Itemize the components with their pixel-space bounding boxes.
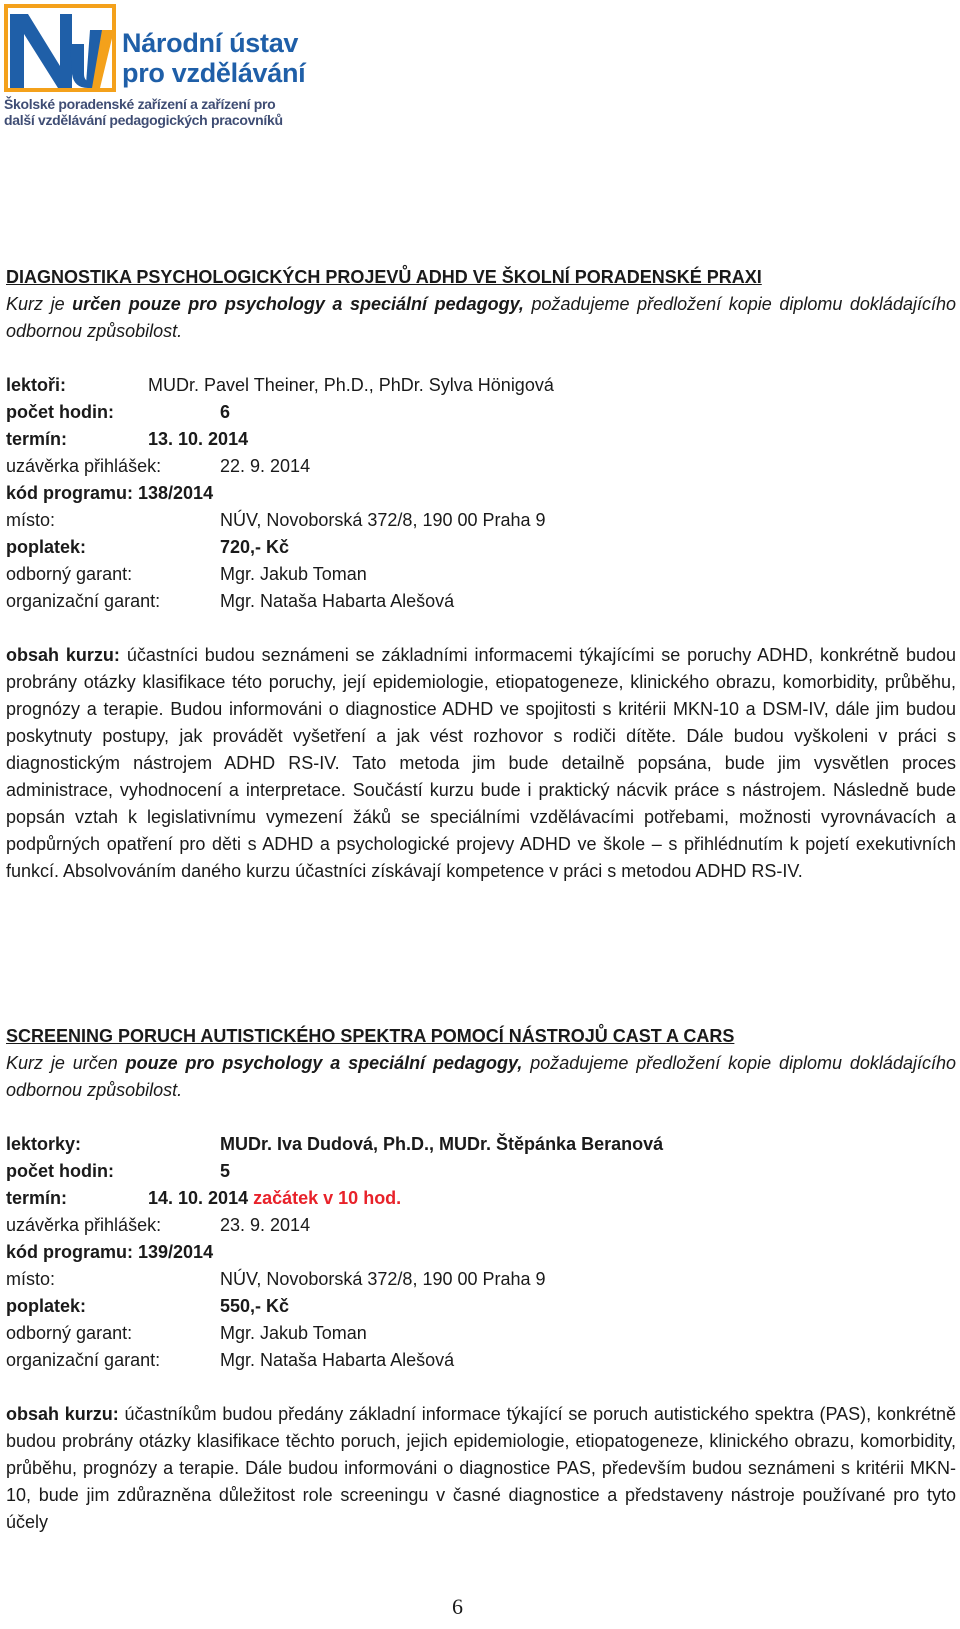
nuv-logo-mark <box>4 4 116 96</box>
code-row: kód programu: 138/2014 <box>6 483 214 503</box>
deadline-row: uzávěrka přihlášek: 23. 9. 2014 <box>6 1215 311 1235</box>
fee-row: poplatek: 720,- Kč <box>6 537 290 557</box>
date-row: termín: 13. 10. 2014 <box>6 429 249 449</box>
deadline-row: uzávěrka přihlášek: 22. 9. 2014 <box>6 456 311 476</box>
course-pas <box>6 1023 956 1536</box>
nuv-logo <box>4 4 306 128</box>
course-note: Kurz je určen pouze pro psychology a speciální pedagogy, požadujeme předložení kopie diplomu dokládajícího odbornou způsobilost. <box>6 1053 956 1100</box>
page-number: 6 <box>452 1594 463 1619</box>
logo-subtitle: Školské poradenské zařízení a zařízení pro další vzdělávání pedagogických pracovníků <box>4 96 283 128</box>
hours-row: počet hodin: 6 <box>6 402 231 422</box>
fee-row: poplatek: 550,- Kč <box>6 1296 290 1316</box>
org-guarantor-row: organizační garant: Mgr. Nataša Habarta Alešová <box>6 591 455 611</box>
course-adhd <box>6 264 956 885</box>
pro-guarantor-row: odborný garant: Mgr. Jakub Toman <box>6 564 367 584</box>
course-title: DIAGNOSTIKA PSYCHOLOGICKÝCH PROJEVŮ ADHD VE ŠKOLNÍ PORADENSKÉ PRAXI <box>6 267 762 287</box>
course-content: obsah kurzu: účastníci budou seznámeni se základními informacemi týkajícími se poruchy ADHD, konkrétně budou probrány otázky klasifikace této poruchy, její epidemiologie, etiopatogeneze, klinického obrazu, komorbidity, průběhu, prognózy a terapie. Budou informováni o diagnostice ADHD ve spojitosti s kritérii MKN-10 a DSM-IV, dále jim budou poskytnuty postupy, jak provádět vyšetření a jak vést rozhovor s rodiči dítěte. Dále budou vyškoleni v práci s diagnostickým nástrojem ADHD RS-IV. Tato metoda jim bude detailně popsána, bude jim vysvětlen proces administrace, vyhodnocení a interpretace. Součástí kurzu bude i praktický nácvik práce s nástrojem. Následně bude popsán vztah k legislativnímu vymezení žáků se speciálními vzdělávacími potřebami, možnosti vyrovnávacích a podpůrných opatření pro děti s ADHD a psychologické projevy ADHD ve škole – s přihlédnutím k pojetí exekutivních funkcí. Absolvováním daného kurzu účastníci získávají kompetence v práci s metodou ADHD RS-IV. <box>6 645 956 881</box>
lecturers-row: lektorky: MUDr. Iva Dudová, Ph.D., MUDr. Štěpánka Beranová <box>6 1134 664 1154</box>
code-row: kód programu: 139/2014 <box>6 1242 214 1262</box>
hours-row: počet hodin: 5 <box>6 1161 231 1181</box>
place-row: místo: NÚV, Novoborská 372/8, 190 00 Praha 9 <box>6 1269 546 1289</box>
org-guarantor-row: organizační garant: Mgr. Nataša Habarta Alešová <box>6 1350 455 1370</box>
pro-guarantor-row: odborný garant: Mgr. Jakub Toman <box>6 1323 367 1343</box>
course-note: Kurz je určen pouze pro psychology a speciální pedagogy, požadujeme předložení kopie diplomu dokládajícího odbornou způsobilost. <box>6 294 956 341</box>
course-content: obsah kurzu: účastníkům budou předány základní informace týkající se poruch autistického spektra (PAS), konkrétně budou probrány otázky klasifikace těchto poruch, jejich epidemiologie, etiopatogeneze, klinického obrazu, komorbidity, průběhu, prognózy a terapie. Dále budou informováni o diagnostice PAS, především budou seznámeni s kritérii MKN-10, bude jim zdůrazněna důležitost role screeningu v časné diagnostice a představeny nástroje používané pro tyto účely <box>6 1404 956 1532</box>
logo-name: Národní ústav pro vzdělávání <box>122 28 306 88</box>
place-row: místo: NÚV, Novoborská 372/8, 190 00 Praha 9 <box>6 510 546 530</box>
start-time-note: začátek v 10 hod. <box>253 1188 402 1208</box>
date-row: termín: 14. 10. 2014 začátek v 10 hod. <box>6 1188 402 1208</box>
lecturers-row: lektoři: MUDr. Pavel Theiner, Ph.D., PhDr. Sylva Hönigová <box>6 375 554 395</box>
course-title: SCREENING PORUCH AUTISTICKÉHO SPEKTRA POMOCÍ NÁSTROJŮ CAST A CARS <box>6 1026 735 1046</box>
